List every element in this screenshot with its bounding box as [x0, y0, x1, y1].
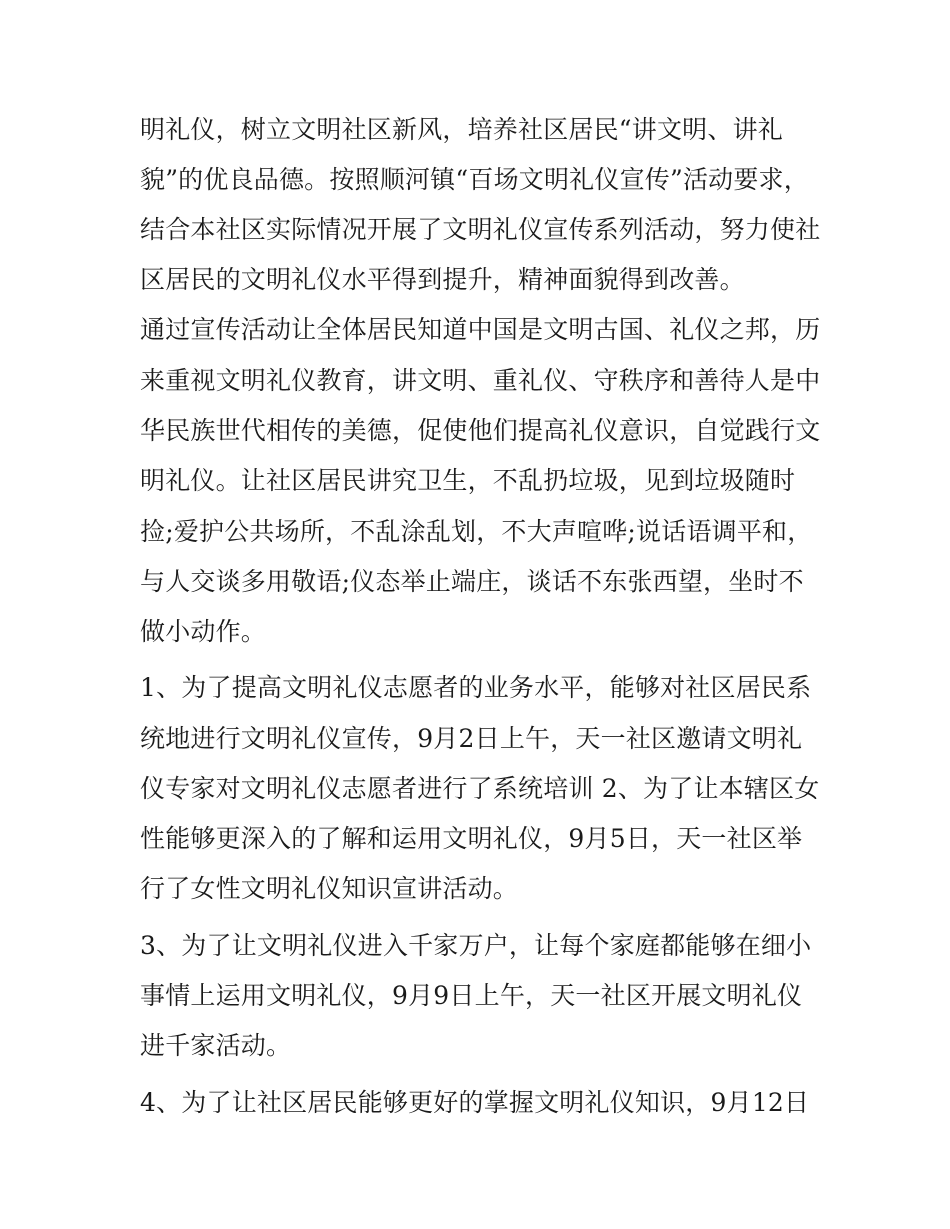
text-line: 事情上运用文明礼仪，9月9日上午，天一社区开展文明礼仪 — [140, 981, 803, 1010]
text-line: 捡;爱护公共场所，不乱涂乱划，不大声喧哗;说话语调平和， — [140, 517, 813, 546]
text-line: 3、为了让文明礼仪进入千家万户，让每个家庭都能够在细小 — [140, 931, 812, 960]
text-line: 仪专家对文明礼仪志愿者进行了系统培训 2、为了让本辖区女 — [140, 774, 820, 803]
text-line: 明礼仪。让社区居民讲究卫生，不乱扔垃圾，见到垃圾随时 — [140, 466, 796, 495]
text-line: 区居民的文明礼仪水平得到提升，精神面貌得到改善。 — [140, 265, 745, 294]
text-line: 结合本社区实际情况开展了文明礼仪宣传系列活动，努力使社 — [140, 215, 821, 244]
text-line: 来重视文明礼仪教育，讲文明、重礼仪、守秩序和善待人是中 — [140, 366, 821, 395]
text-line: 通过宣传活动让全体居民知道中国是文明古国、礼仪之邦，历 — [140, 315, 821, 344]
text-line: 行了女性文明礼仪知识宣讲活动。 — [140, 874, 519, 903]
text-line: 做小动作。 — [140, 617, 267, 646]
text-line: 与人交谈多用敬语;仪态举止端庄，谈话不东张西望，坐时不 — [140, 567, 804, 596]
text-line: 华民族世代相传的美德，促使他们提高礼仪意识，自觉践行文 — [140, 416, 821, 445]
text-line: 貌”的优良品德。按照顺河镇“百场文明礼仪宣传”活动要求， — [140, 165, 809, 194]
text-line: 1、为了提高文明礼仪志愿者的业务水平，能够对社区居民系 — [140, 673, 812, 702]
text-line: 进千家活动。 — [140, 1031, 292, 1060]
text-line: 性能够更深入的了解和运用文明礼仪，9月5日，天一社区举 — [140, 824, 803, 853]
text-line: 4、为了让社区居民能够更好的掌握文明礼仪知识，9月12日 — [140, 1088, 810, 1117]
text-line: 明礼仪，树立文明社区新风，培养社区居民“讲文明、讲礼 — [140, 115, 783, 144]
text-line: 统地进行文明礼仪宣传，9月2日上午，天一社区邀请文明礼 — [140, 724, 803, 753]
